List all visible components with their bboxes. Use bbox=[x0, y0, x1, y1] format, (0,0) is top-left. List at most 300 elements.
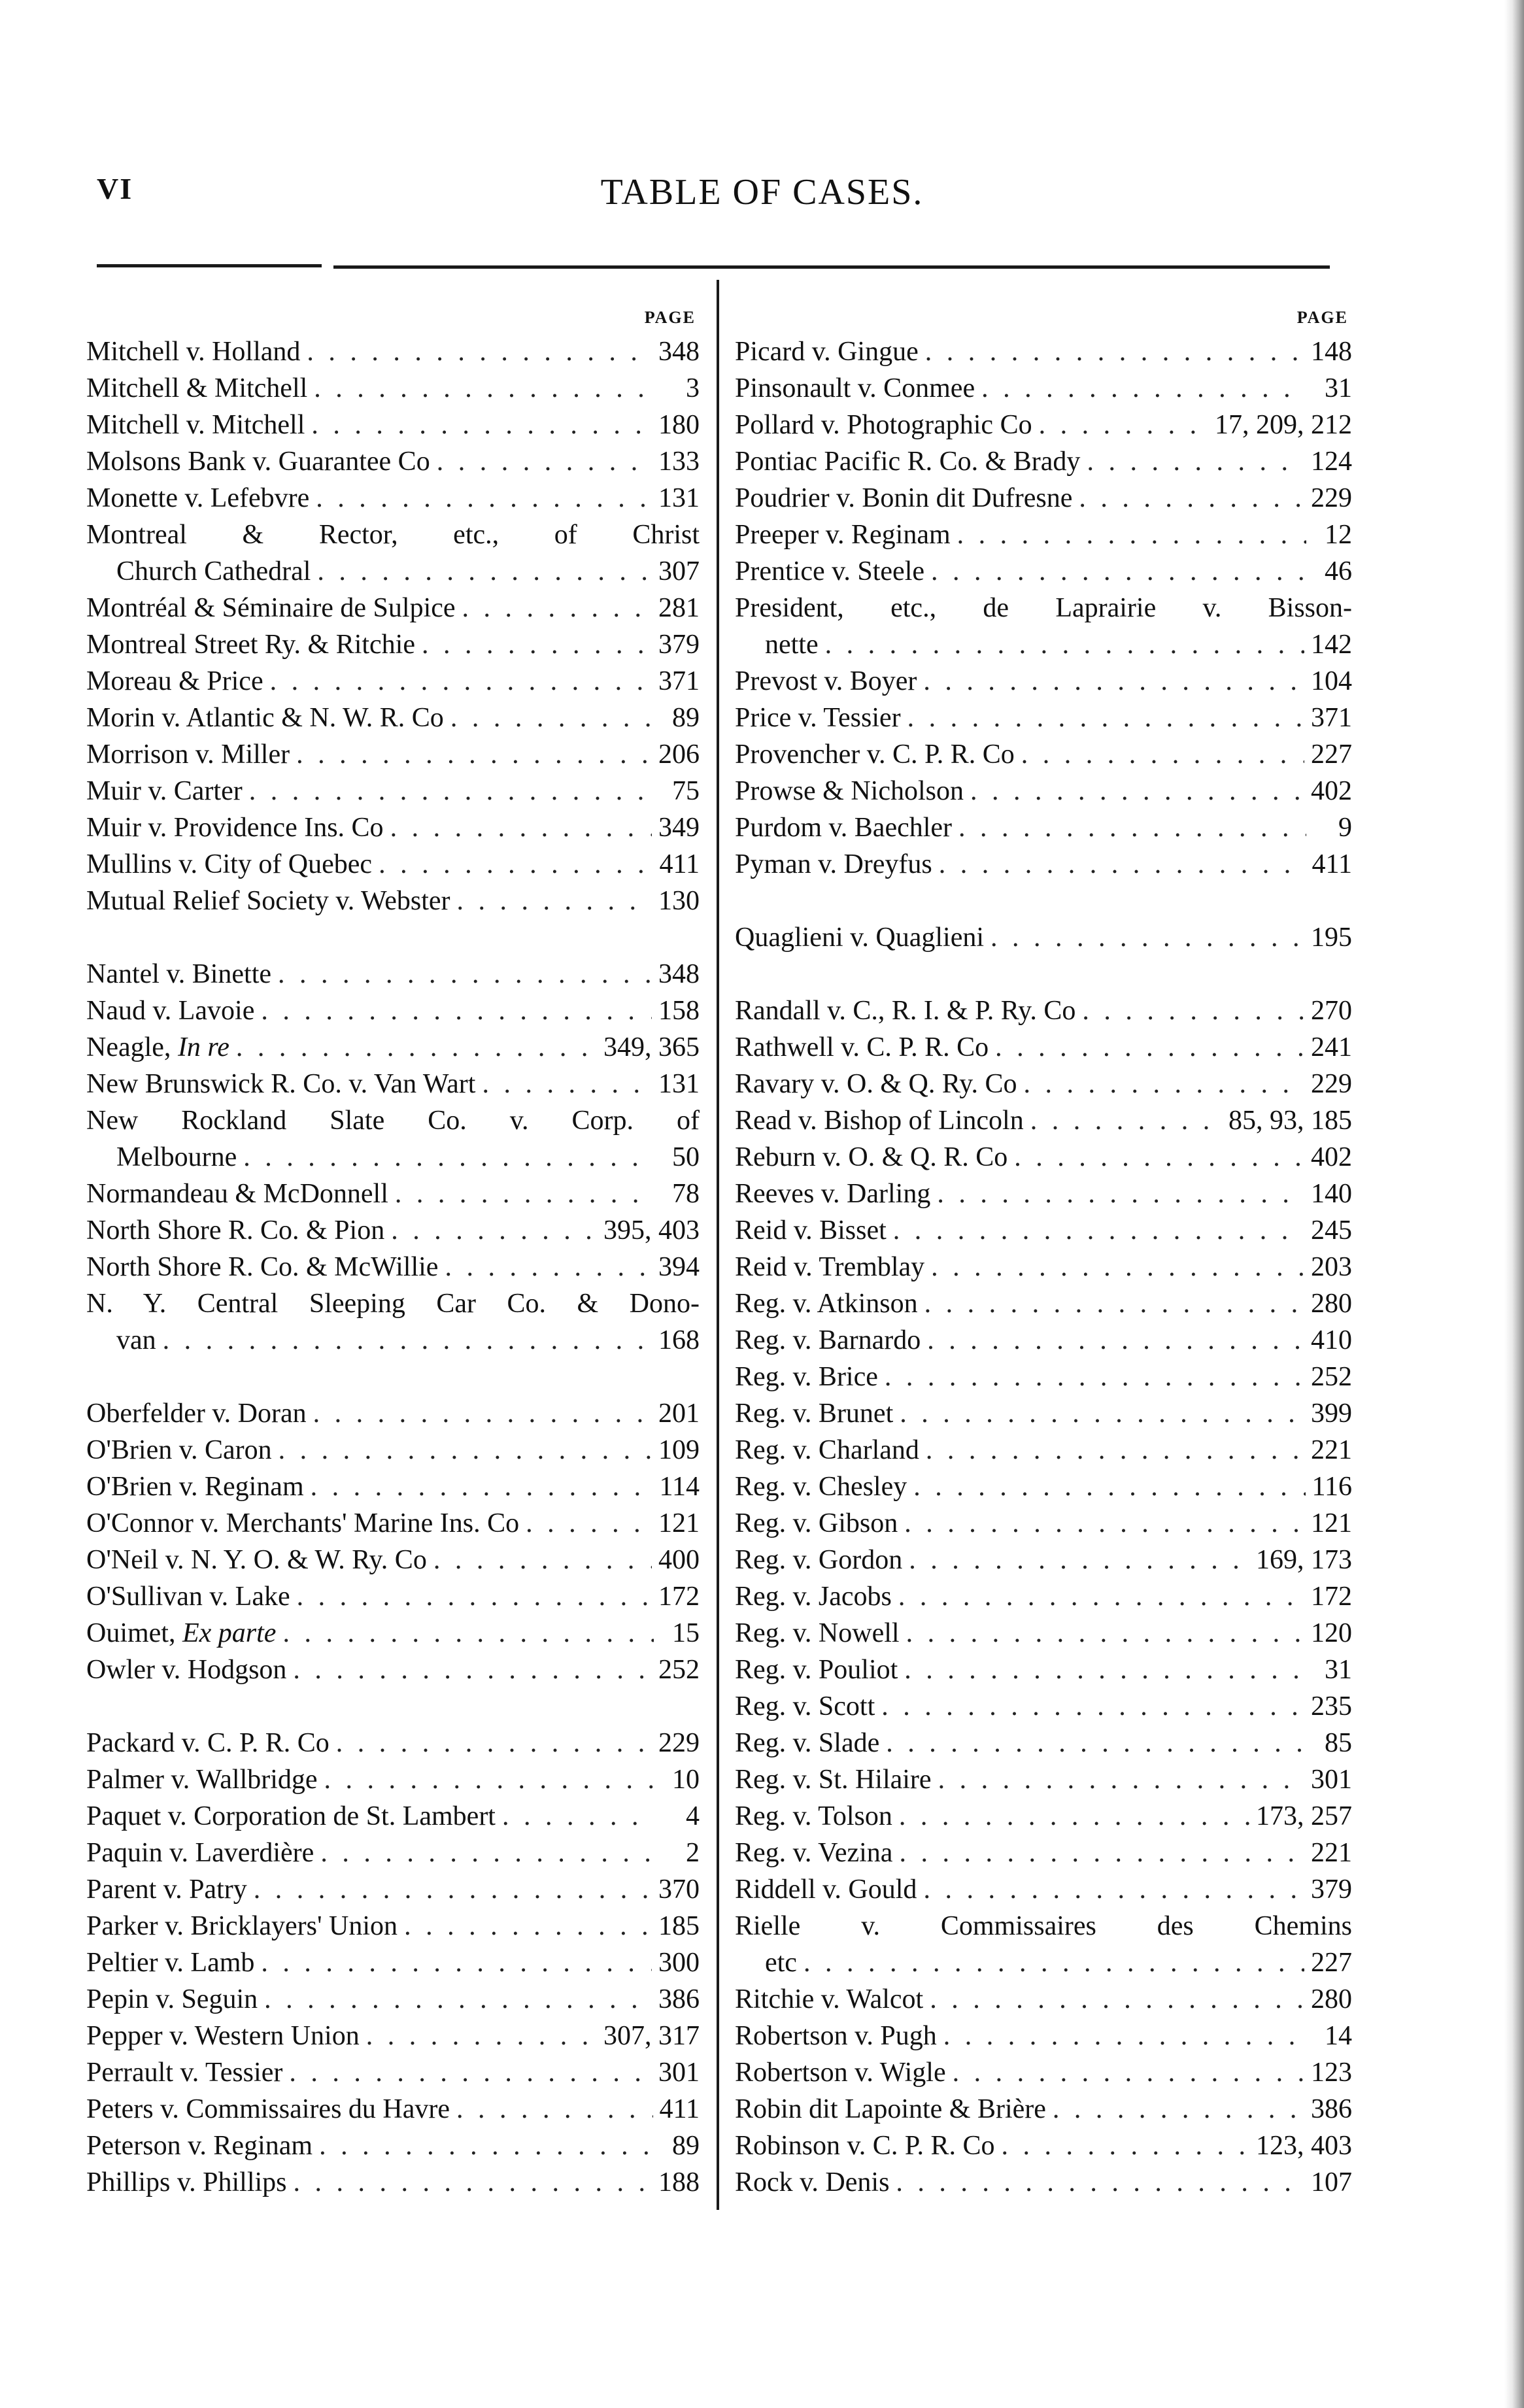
column-divider bbox=[717, 280, 719, 2210]
case-name bbox=[735, 1322, 921, 1359]
case-page: 107 bbox=[1311, 2167, 1352, 2197]
case-entry bbox=[86, 883, 700, 919]
case-page: 17, 209, 212 bbox=[1215, 410, 1352, 440]
case-name-text: North Shore R. Co. & Pion bbox=[86, 1215, 385, 1246]
case-entry bbox=[735, 1981, 1352, 2018]
dot-leader bbox=[391, 1212, 597, 1249]
case-name-text: Peters v. Commissaires du Havre bbox=[86, 2094, 450, 2124]
dot-leader bbox=[502, 1798, 654, 1835]
dot-leader bbox=[433, 1542, 652, 1578]
case-entry bbox=[86, 1505, 700, 1542]
dot-leader bbox=[319, 2128, 654, 2164]
case-name bbox=[735, 1139, 1008, 1176]
case-entry bbox=[735, 517, 1352, 553]
dot-leader bbox=[958, 809, 1306, 846]
case-entry bbox=[86, 1468, 700, 1505]
dot-leader bbox=[282, 1615, 654, 1652]
case-entry bbox=[86, 1981, 700, 2018]
case-entry bbox=[86, 846, 700, 883]
case-name-text: North Shore R. Co. & McWillie bbox=[86, 1252, 439, 1282]
case-page: 116 bbox=[1312, 1472, 1352, 1502]
dot-leader bbox=[981, 370, 1306, 407]
case-entry bbox=[86, 809, 700, 846]
dot-leader bbox=[379, 846, 652, 883]
case-page: 307, 317 bbox=[603, 2021, 700, 2051]
case-page: 195 bbox=[1311, 923, 1352, 953]
dot-leader bbox=[896, 2164, 1304, 2201]
case-page: 10 bbox=[672, 1765, 700, 1795]
case-name-text: Prentice v. Steele bbox=[735, 556, 925, 586]
case-name-text: Moreau & Price bbox=[86, 666, 263, 696]
case-page: 411 bbox=[659, 2094, 700, 2124]
case-page: 31 bbox=[1325, 373, 1352, 403]
dot-leader bbox=[445, 1249, 652, 1285]
dot-leader bbox=[294, 2164, 652, 2201]
case-page: 402 bbox=[1311, 776, 1352, 806]
case-name-text: Reg. v. Vezina bbox=[735, 1838, 893, 1868]
case-page: 349, 365 bbox=[603, 1032, 700, 1062]
case-name bbox=[86, 2091, 450, 2128]
case-entry bbox=[86, 1578, 700, 1615]
case-page: 229 bbox=[1311, 1069, 1352, 1099]
case-name: Rielle v. Commissaires des Chemins bbox=[735, 1911, 1352, 1941]
case-entry bbox=[735, 2128, 1352, 2164]
case-name bbox=[735, 1652, 898, 1688]
case-entry bbox=[735, 1139, 1352, 1176]
case-name bbox=[735, 919, 984, 956]
case-name bbox=[735, 1176, 930, 1212]
case-entry bbox=[735, 443, 1352, 480]
case-page: 180 bbox=[658, 410, 700, 440]
case-name bbox=[86, 1835, 314, 1871]
case-name bbox=[86, 2164, 287, 2201]
dot-leader bbox=[296, 736, 652, 773]
case-name-text: Read v. Bishop of Lincoln bbox=[735, 1106, 1024, 1136]
case-name-text: Phillips v. Phillips bbox=[86, 2167, 287, 2197]
case-name bbox=[86, 2128, 313, 2164]
case-page: 411 bbox=[1312, 849, 1352, 879]
case-name bbox=[735, 2054, 946, 2091]
dot-leader bbox=[925, 333, 1304, 370]
case-page: 14 bbox=[1325, 2021, 1352, 2051]
case-name-text: Purdom v. Baechler bbox=[735, 813, 953, 843]
case-name bbox=[735, 700, 901, 736]
case-entry bbox=[735, 1249, 1352, 1285]
case-page: 221 bbox=[1311, 1435, 1352, 1465]
case-name-continuation: van bbox=[116, 1325, 156, 1355]
dot-leader bbox=[404, 1908, 652, 1944]
case-name-text: Peterson v. Reginam bbox=[86, 2131, 313, 2161]
dot-leader bbox=[462, 590, 652, 626]
case-entry bbox=[735, 333, 1352, 370]
case-page: 348 bbox=[658, 959, 700, 989]
case-name-text: Paquin v. Laverdière bbox=[86, 1838, 314, 1868]
case-name bbox=[735, 517, 951, 553]
case-page: 75 bbox=[672, 776, 700, 806]
case-name bbox=[86, 1725, 330, 1761]
case-page: 31 bbox=[1325, 1655, 1352, 1685]
case-entry bbox=[86, 700, 700, 736]
case-page: 206 bbox=[658, 739, 700, 770]
case-name bbox=[735, 1981, 923, 2018]
case-entry bbox=[86, 2054, 700, 2091]
case-name-text: Parker v. Bricklayers' Union bbox=[86, 1911, 398, 1941]
case-name bbox=[735, 736, 1015, 773]
case-entry bbox=[86, 1761, 700, 1798]
case-page: 301 bbox=[1311, 1765, 1352, 1795]
case-entry bbox=[86, 1871, 700, 1908]
case-name bbox=[86, 846, 372, 883]
right-column bbox=[735, 302, 1352, 2201]
case-entry bbox=[735, 1505, 1352, 1542]
case-name bbox=[735, 1725, 879, 1761]
case-entry bbox=[86, 1432, 700, 1468]
case-name-text: O'Brien v. Reginam bbox=[86, 1472, 304, 1502]
case-name-text: New Brunswick R. Co. v. Van Wart bbox=[86, 1069, 476, 1099]
case-name bbox=[735, 1505, 898, 1542]
dot-leader bbox=[249, 773, 654, 809]
case-page: 188 bbox=[658, 2167, 700, 2197]
case-name bbox=[735, 1066, 1017, 1102]
case-name-text: Monette v. Lefebvre bbox=[86, 483, 310, 513]
case-name-text: Muir v. Providence Ins. Co bbox=[86, 813, 384, 843]
case-name bbox=[735, 2128, 995, 2164]
dot-leader bbox=[437, 443, 652, 480]
dot-leader bbox=[904, 1652, 1306, 1688]
case-name-text: Nantel v. Binette bbox=[86, 959, 272, 989]
dot-leader bbox=[236, 1029, 597, 1066]
case-name-text: Reg. v. Tolson bbox=[735, 1801, 892, 1831]
case-entry bbox=[735, 1359, 1352, 1395]
page-edge-shadow bbox=[1504, 0, 1524, 2408]
dot-leader bbox=[254, 1871, 652, 1908]
dot-leader bbox=[456, 2091, 653, 2128]
case-entry bbox=[735, 1761, 1352, 1798]
case-name bbox=[86, 1981, 258, 2018]
case-name bbox=[735, 1578, 892, 1615]
case-page: 241 bbox=[1311, 1032, 1352, 1062]
case-page: 169, 173 bbox=[1256, 1545, 1352, 1575]
case-name bbox=[735, 553, 924, 590]
dot-leader bbox=[261, 1944, 652, 1981]
case-entry bbox=[86, 992, 700, 1029]
dot-leader bbox=[953, 2054, 1304, 2091]
case-entry-line bbox=[86, 1102, 700, 1139]
case-name bbox=[86, 773, 243, 809]
dot-leader bbox=[931, 1249, 1304, 1285]
case-name bbox=[86, 1798, 496, 1835]
dot-leader bbox=[970, 773, 1304, 809]
dot-leader bbox=[904, 1505, 1304, 1542]
case-name-text: Paquet v. Corporation de St. Lambert bbox=[86, 1801, 496, 1831]
case-name-text: Robertson v. Pugh bbox=[735, 2021, 937, 2051]
case-name bbox=[86, 626, 415, 663]
dot-leader bbox=[313, 1395, 652, 1432]
case-page: 395, 403 bbox=[603, 1215, 700, 1246]
case-entry bbox=[86, 663, 700, 700]
case-name bbox=[735, 480, 1072, 517]
case-name bbox=[735, 1432, 919, 1468]
case-name-text: Mutual Relief Society v. Webster bbox=[86, 886, 450, 916]
case-entry bbox=[735, 1615, 1352, 1652]
case-page: 140 bbox=[1311, 1179, 1352, 1209]
case-name bbox=[86, 1432, 272, 1468]
case-entry bbox=[735, 1652, 1352, 1688]
case-name-text: Reg. v. Brice bbox=[735, 1362, 878, 1392]
case-name-text: Ritchie v. Walcot bbox=[735, 1984, 924, 2014]
dot-leader bbox=[1002, 2128, 1249, 2164]
case-page: 131 bbox=[658, 483, 700, 513]
case-entry bbox=[86, 370, 700, 407]
page-column-heading: PAGE bbox=[644, 308, 696, 327]
case-page: 379 bbox=[1311, 1874, 1352, 1905]
case-page: 386 bbox=[1311, 2094, 1352, 2124]
dot-leader bbox=[457, 883, 652, 919]
dot-leader bbox=[289, 2054, 652, 2091]
group-spacer bbox=[86, 919, 700, 956]
case-name bbox=[735, 2091, 1046, 2128]
case-name bbox=[735, 2164, 889, 2201]
case-name-italic: In re bbox=[177, 1032, 229, 1062]
case-name-text: Reg. v. Gordon bbox=[735, 1545, 903, 1575]
case-entry bbox=[735, 1212, 1352, 1249]
dot-leader bbox=[390, 809, 652, 846]
case-name-text: Price v. Tessier bbox=[735, 703, 901, 733]
case-page: 46 bbox=[1325, 556, 1352, 586]
page-column-heading: PAGE bbox=[1296, 308, 1348, 327]
dot-leader bbox=[316, 480, 652, 517]
case-entry bbox=[86, 1908, 700, 1944]
case-name-text: Reburn v. O. & Q. R. Co bbox=[735, 1142, 1008, 1172]
case-name bbox=[86, 1542, 427, 1578]
case-name bbox=[735, 1249, 924, 1285]
case-name bbox=[735, 407, 1032, 443]
case-entry bbox=[735, 700, 1352, 736]
case-entry bbox=[735, 553, 1352, 590]
case-name bbox=[86, 480, 309, 517]
dot-leader bbox=[938, 1761, 1304, 1798]
dot-leader bbox=[336, 1725, 652, 1761]
case-entry bbox=[86, 1322, 700, 1359]
case-name: Montreal & Rector, etc., of Christ bbox=[86, 520, 700, 550]
case-entry bbox=[86, 1212, 700, 1249]
case-name bbox=[735, 846, 932, 883]
dot-leader bbox=[482, 1066, 652, 1102]
dot-leader bbox=[297, 1578, 652, 1615]
case-page: 114 bbox=[659, 1472, 700, 1502]
case-page: 394 bbox=[658, 1252, 700, 1282]
case-name bbox=[86, 1212, 384, 1249]
case-page: 85 bbox=[1325, 1728, 1352, 1758]
dot-leader bbox=[923, 663, 1304, 700]
case-entry bbox=[735, 809, 1352, 846]
case-name-text: Reg. v. Atkinson bbox=[735, 1289, 918, 1319]
dot-leader bbox=[307, 333, 652, 370]
dot-leader bbox=[924, 1285, 1304, 1322]
dot-leader bbox=[1030, 1102, 1222, 1139]
dot-leader bbox=[1053, 2091, 1304, 2128]
case-entry bbox=[86, 590, 700, 626]
case-name bbox=[86, 1066, 475, 1102]
dot-leader bbox=[899, 1798, 1249, 1835]
case-name-text: Reg. v. Slade bbox=[735, 1728, 880, 1758]
case-name bbox=[735, 1395, 893, 1432]
case-page: 270 bbox=[1311, 996, 1352, 1026]
case-name-text: Reid v. Bisset bbox=[735, 1215, 887, 1246]
case-name-text: Prevost v. Boyer bbox=[735, 666, 917, 696]
case-name-text: O'Brien v. Caron bbox=[86, 1435, 272, 1465]
case-name-text: Ouimet, bbox=[86, 1618, 176, 1648]
case-entry bbox=[735, 1871, 1352, 1908]
case-name bbox=[735, 1285, 918, 1322]
case-page: 133 bbox=[658, 447, 700, 477]
case-page: 121 bbox=[1311, 1508, 1352, 1538]
case-page: 78 bbox=[672, 1179, 700, 1209]
case-name: New Rockland Slate Co. v. Corp. of bbox=[86, 1106, 700, 1136]
dot-leader bbox=[1079, 480, 1304, 517]
case-page: 172 bbox=[658, 1582, 700, 1612]
case-page: 370 bbox=[658, 1874, 700, 1905]
dot-leader bbox=[261, 992, 652, 1029]
case-name-text: Pontiac Pacific R. Co. & Brady bbox=[735, 447, 1081, 477]
case-name bbox=[86, 1249, 438, 1285]
case-page: 2 bbox=[686, 1838, 700, 1868]
case-entry bbox=[735, 2091, 1352, 2128]
case-name-text: Reg. v. St. Hilaire bbox=[735, 1765, 932, 1795]
case-page: 201 bbox=[658, 1399, 700, 1429]
case-page: 158 bbox=[658, 996, 700, 1026]
case-name bbox=[86, 1908, 398, 1944]
case-name-text: Packard v. C. P. R. Co bbox=[86, 1728, 330, 1758]
case-name bbox=[86, 1468, 304, 1505]
case-name-text: Robin dit Lapointe & Brière bbox=[735, 2094, 1046, 2124]
case-name-continuation: Church Cathedral bbox=[116, 556, 311, 586]
dot-leader bbox=[163, 1322, 652, 1359]
case-entry bbox=[735, 1322, 1352, 1359]
case-entry-line bbox=[735, 590, 1352, 626]
case-entry bbox=[735, 1029, 1352, 1066]
case-page: 203 bbox=[1311, 1252, 1352, 1282]
dot-leader bbox=[927, 1322, 1304, 1359]
case-entry bbox=[86, 1139, 700, 1176]
case-entry bbox=[735, 1432, 1352, 1468]
case-name bbox=[735, 1102, 1024, 1139]
dot-leader bbox=[1039, 407, 1208, 443]
case-page: 402 bbox=[1311, 1142, 1352, 1172]
case-page: 379 bbox=[658, 630, 700, 660]
case-name-continuation: nette bbox=[765, 630, 819, 660]
case-name bbox=[735, 1871, 917, 1908]
case-name-text: Reg. v. Barnardo bbox=[735, 1325, 921, 1355]
case-page: 185 bbox=[658, 1911, 700, 1941]
case-entry bbox=[86, 1029, 700, 1066]
case-name-text: Reg. v. Jacobs bbox=[735, 1582, 892, 1612]
case-page: 130 bbox=[658, 886, 700, 916]
dot-leader bbox=[885, 1359, 1304, 1395]
dot-leader bbox=[317, 553, 652, 590]
dot-leader bbox=[907, 700, 1304, 736]
case-name bbox=[735, 1798, 892, 1835]
case-entry bbox=[86, 2018, 700, 2054]
case-name-text: Provencher v. C. P. R. Co bbox=[735, 739, 1015, 770]
case-name bbox=[86, 443, 430, 480]
dot-leader bbox=[893, 1212, 1304, 1249]
left-column bbox=[86, 302, 700, 2201]
case-page: 124 bbox=[1311, 447, 1352, 477]
dot-leader bbox=[1024, 1066, 1304, 1102]
case-name bbox=[86, 956, 271, 992]
case-page: 227 bbox=[1311, 739, 1352, 770]
case-entry bbox=[735, 919, 1352, 956]
case-name-text: Mitchell v. Mitchell bbox=[86, 410, 305, 440]
case-entry bbox=[735, 1688, 1352, 1725]
case-name-text: Parent v. Patry bbox=[86, 1874, 247, 1905]
dot-leader bbox=[314, 370, 654, 407]
case-page: 89 bbox=[672, 2131, 700, 2161]
case-name bbox=[86, 590, 456, 626]
case-entry bbox=[735, 736, 1352, 773]
case-name bbox=[86, 333, 300, 370]
case-page: 148 bbox=[1311, 337, 1352, 367]
dot-leader bbox=[1014, 1139, 1304, 1176]
dot-leader bbox=[1021, 736, 1304, 773]
dot-leader bbox=[926, 1432, 1304, 1468]
case-page: 4 bbox=[686, 1801, 700, 1831]
case-entry bbox=[735, 1578, 1352, 1615]
case-name bbox=[86, 1578, 290, 1615]
case-entry bbox=[86, 2091, 700, 2128]
case-entry bbox=[86, 333, 700, 370]
case-entry bbox=[735, 370, 1352, 407]
case-name-text: Picard v. Gingue bbox=[735, 337, 919, 367]
case-entry-line bbox=[735, 1908, 1352, 1944]
case-name-text: Perrault v. Tessier bbox=[86, 2058, 283, 2088]
case-name-text: Oberfelder v. Doran bbox=[86, 1399, 307, 1429]
case-page: 399 bbox=[1311, 1399, 1352, 1429]
case-name-text: Mullins v. City of Quebec bbox=[86, 849, 373, 879]
case-name-text: Rathwell v. C. P. R. Co bbox=[735, 1032, 989, 1062]
dot-leader bbox=[279, 1432, 652, 1468]
case-name bbox=[86, 1652, 286, 1688]
case-entry bbox=[86, 1652, 700, 1688]
case-entry bbox=[735, 1798, 1352, 1835]
case-name bbox=[735, 992, 1075, 1029]
dot-leader bbox=[804, 1944, 1304, 1981]
case-name-text: Peltier v. Lamb bbox=[86, 1948, 255, 1978]
case-name-text: Preeper v. Reginam bbox=[735, 520, 951, 550]
case-name bbox=[86, 992, 254, 1029]
case-name bbox=[86, 2018, 360, 2054]
case-name-text: Montréal & Séminaire de Sulpice bbox=[86, 593, 456, 623]
case-entry bbox=[735, 626, 1352, 663]
dot-leader bbox=[278, 956, 652, 992]
case-name bbox=[86, 1615, 276, 1652]
case-page: 85, 93, 185 bbox=[1228, 1106, 1352, 1136]
case-name bbox=[86, 883, 450, 919]
case-page: 12 bbox=[1325, 520, 1352, 550]
case-page: 252 bbox=[658, 1655, 700, 1685]
case-name bbox=[735, 773, 964, 809]
case-entry bbox=[735, 2054, 1352, 2091]
case-entry bbox=[86, 1798, 700, 1835]
case-page: 123 bbox=[1311, 2058, 1352, 2088]
header-rule-right bbox=[333, 265, 1330, 269]
case-page: 168 bbox=[658, 1325, 700, 1355]
case-name bbox=[86, 2054, 282, 2091]
case-page: 252 bbox=[1311, 1362, 1352, 1392]
case-page: 371 bbox=[1311, 703, 1352, 733]
dot-leader bbox=[931, 553, 1306, 590]
